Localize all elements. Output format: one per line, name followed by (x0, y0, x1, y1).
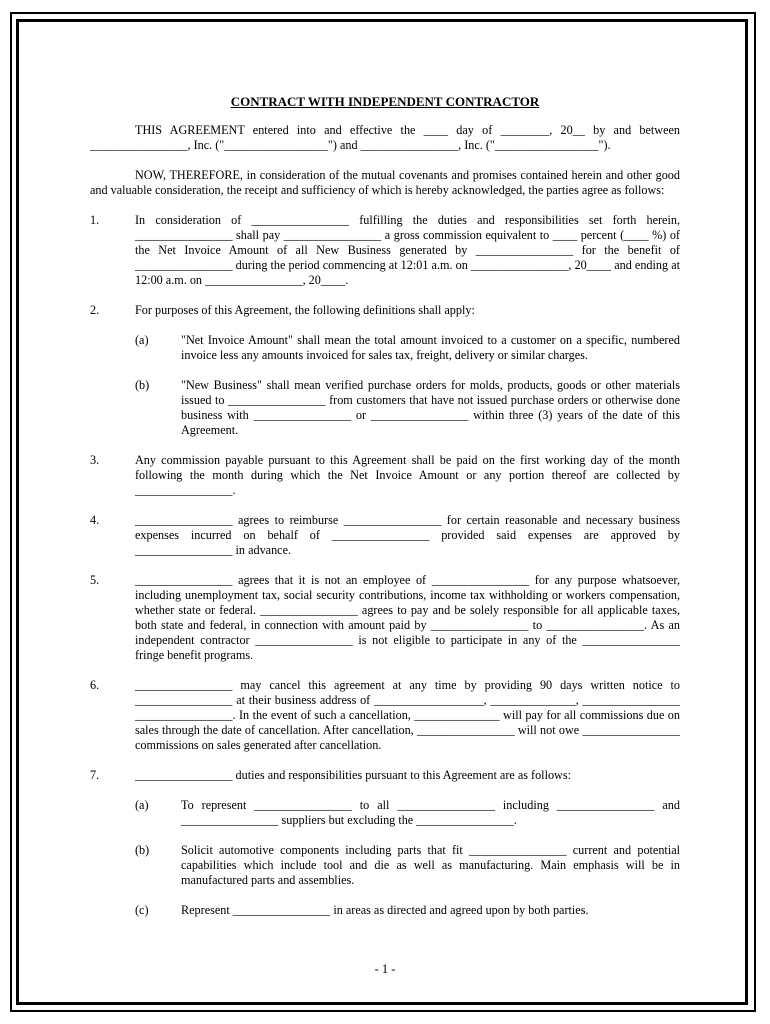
section-text: ________________ agrees to reimburse ________________ for certain reasonable and necessary business expenses incurred on behalf of ________________ provided said expenses are approved by ________________ in advance. (135, 513, 680, 557)
section-2 (90, 303, 680, 318)
duty-c (90, 903, 680, 918)
duty-text: Solicit automotive components including parts that fit ________________ current and potential capabilities which include tool and die as well as manufacturing. Main emphasis will be in manufactured parts and assemblies. (181, 843, 680, 887)
section-text: ________________ duties and responsibilities pursuant to this Agreement are as follows: (135, 768, 571, 782)
section-number: 3. (90, 453, 100, 467)
section-5 (90, 573, 680, 663)
section-text: Any commission payable pursuant to this Agreement shall be paid on the first working day of the month following the month during which the Net Invoice Amount or any portion thereof are collected by ________________. (135, 453, 680, 497)
section-text: For purposes of this Agreement, the following definitions shall apply: (135, 303, 475, 317)
section-number: 7. (90, 768, 100, 782)
section-text: In consideration of ________________ fulfilling the duties and responsibilities set forth herein, ________________ shall pay ________________ a gross commission equivalent to ____ percent (____ %) of the Net Invoice Amount of all New Business generated by ________________ for the benefit of ________________ during the period commencing at 12:01 a.m. on ________________, 20____ and ending at 12:00 a.m. on ________________, 20____. (135, 213, 680, 287)
definition-a (90, 333, 680, 363)
duty-label: (c) (135, 903, 149, 917)
section-number: 1. (90, 213, 100, 227)
recital-paragraph: NOW, THEREFORE, in consideration of the mutual covenants and promises contained herein and other good and valuable consideration, the receipt and sufficiency of which is hereby acknowledged, the parties agree as follows: (90, 168, 680, 197)
section-number: 2. (90, 303, 100, 317)
duty-text: To represent ________________ to all ________________ including ________________ and ________________ suppliers but excluding the ________________. (181, 798, 680, 827)
section-7 (90, 768, 680, 783)
definition-label: (b) (135, 378, 150, 392)
duty-text: Represent ________________ in areas as directed and agreed upon by both parties. (181, 903, 589, 917)
section-text: ________________ may cancel this agreement at any time by providing 90 days written notice to ________________ at their business address of __________________, ______________, ________________ ________________. In the event of such a cancellation, ______________ will pay for all commissions due on sales through the date of cancellation. After cancellation, ________________ will not owe ________________ commissions on sales generated after cancellation. (135, 678, 680, 752)
intro-paragraph: THIS AGREEMENT entered into and effective the ____ day of ________, 20__ by and between ________________, Inc. ("_________________") and ________________, Inc. ("_________________"). (90, 123, 680, 152)
definition-text: "Net Invoice Amount" shall mean the total amount invoiced to a customer on a specific, numbered invoice less any amounts invoiced for sales tax, freight, delivery or similar charges. (181, 333, 680, 362)
duty-label: (a) (135, 798, 149, 812)
section-1 (90, 213, 680, 288)
section-3 (90, 453, 680, 498)
section-6 (90, 678, 680, 753)
section-text: ________________ agrees that it is not an employee of ________________ for any purpose whatsoever, including unemployment tax, social security contributions, income tax withholding or workers compensation, whether state or federal. ________________ agrees to pay and be solely responsible for all applicable taxes, both state and federal, in connection with amount paid by ________________ to ________________. As an independent contractor ________________ is not eligible to participate in any of the ________________ fringe benefit programs. (135, 573, 680, 662)
definition-text: "New Business" shall mean verified purchase orders for molds, products, goods or other materials issued to ________________ from customers that have not issued purchase orders or otherwise done business with ________________ or ________________ within three (3) years of the date of this Agreement. (181, 378, 680, 437)
section-number: 6. (90, 678, 100, 692)
contract-document (90, 94, 680, 933)
definition-label: (a) (135, 333, 149, 347)
section-4 (90, 513, 680, 558)
section-number: 4. (90, 513, 100, 527)
definition-b (90, 378, 680, 438)
duty-a (90, 798, 680, 828)
duty-b (90, 843, 680, 888)
section-number: 5. (90, 573, 100, 587)
page-number: - 1 - (374, 962, 396, 976)
duty-label: (b) (135, 843, 150, 857)
document-title: CONTRACT WITH INDEPENDENT CONTRACTOR (230, 94, 540, 109)
